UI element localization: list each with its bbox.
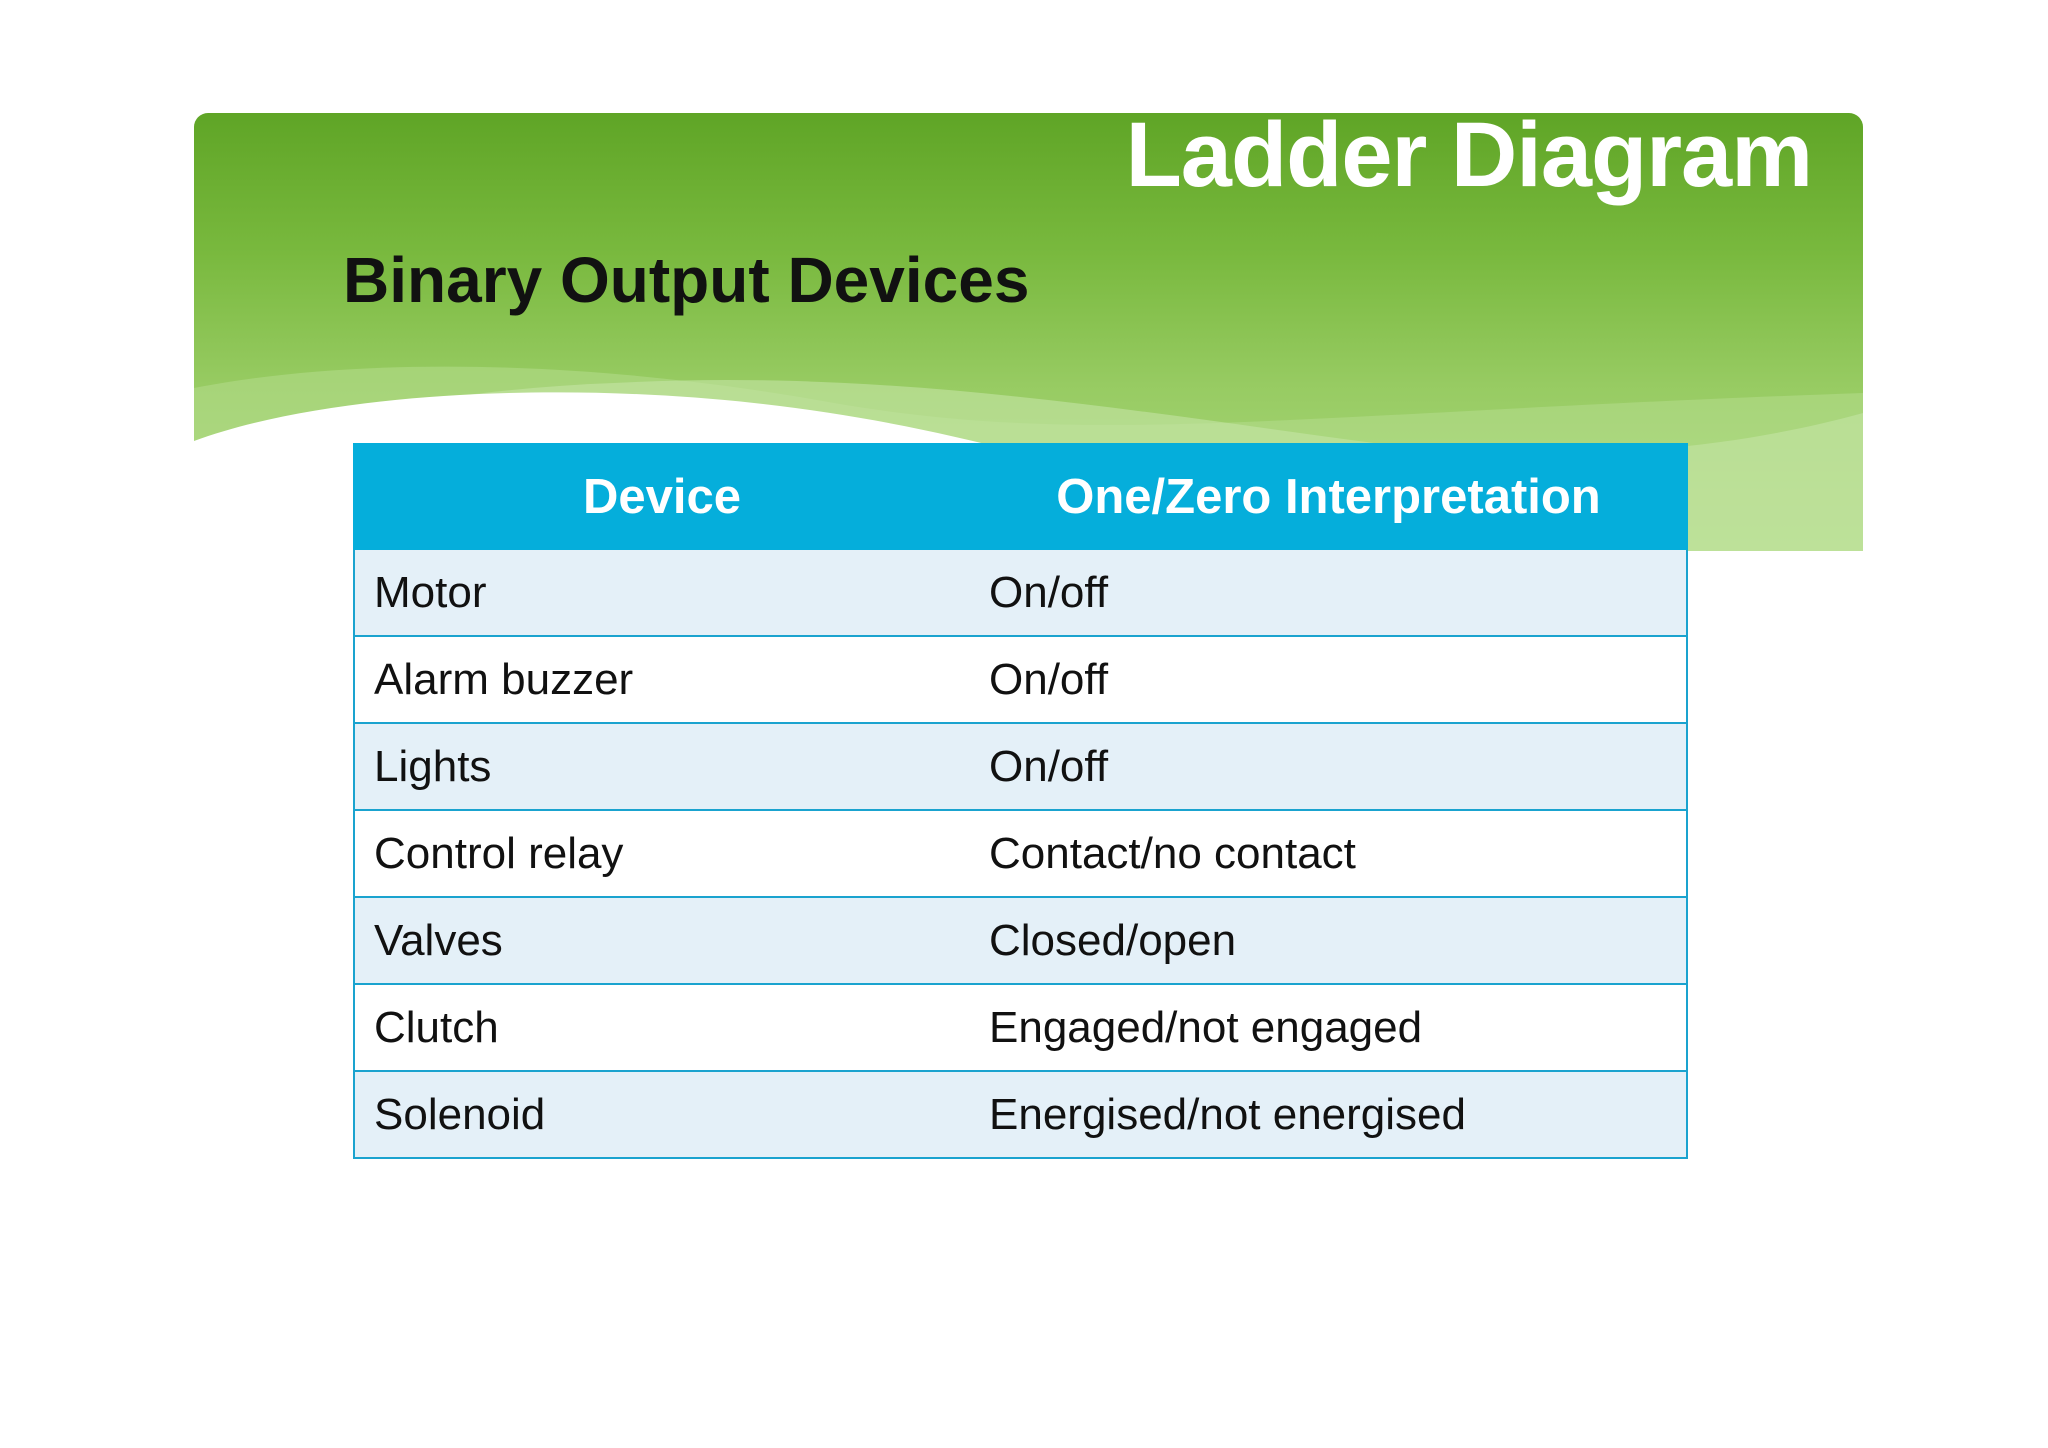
device-cell: Motor xyxy=(354,549,970,636)
table-row xyxy=(354,549,1687,636)
interpretation-cell: Contact/no contact xyxy=(970,810,1687,897)
table-row xyxy=(354,984,1687,1071)
table-row xyxy=(354,897,1687,984)
table-row xyxy=(354,810,1687,897)
interpretation-cell: Engaged/not engaged xyxy=(970,984,1687,1071)
device-cell: Alarm buzzer xyxy=(354,636,970,723)
interpretation-cell: On/off xyxy=(970,636,1687,723)
device-cell: Control relay xyxy=(354,810,970,897)
table-row xyxy=(354,723,1687,810)
interpretation-cell: Energised/not energised xyxy=(970,1071,1687,1158)
table-header-row xyxy=(354,444,1687,549)
device-cell: Solenoid xyxy=(354,1071,970,1158)
device-cell: Valves xyxy=(354,897,970,984)
interpretation-cell: On/off xyxy=(970,723,1687,810)
device-cell: Lights xyxy=(354,723,970,810)
slide-title: Ladder Diagram xyxy=(1125,104,1812,206)
binary-output-devices-table xyxy=(353,443,1688,1159)
table-row xyxy=(354,1071,1687,1158)
interpretation-cell: On/off xyxy=(970,549,1687,636)
device-cell: Clutch xyxy=(354,984,970,1071)
table-row xyxy=(354,636,1687,723)
slide-subtitle: Binary Output Devices xyxy=(343,244,1030,316)
column-header-device: Device xyxy=(354,444,970,549)
interpretation-cell: Closed/open xyxy=(970,897,1687,984)
column-header-interpretation: One/Zero Interpretation xyxy=(970,444,1687,549)
